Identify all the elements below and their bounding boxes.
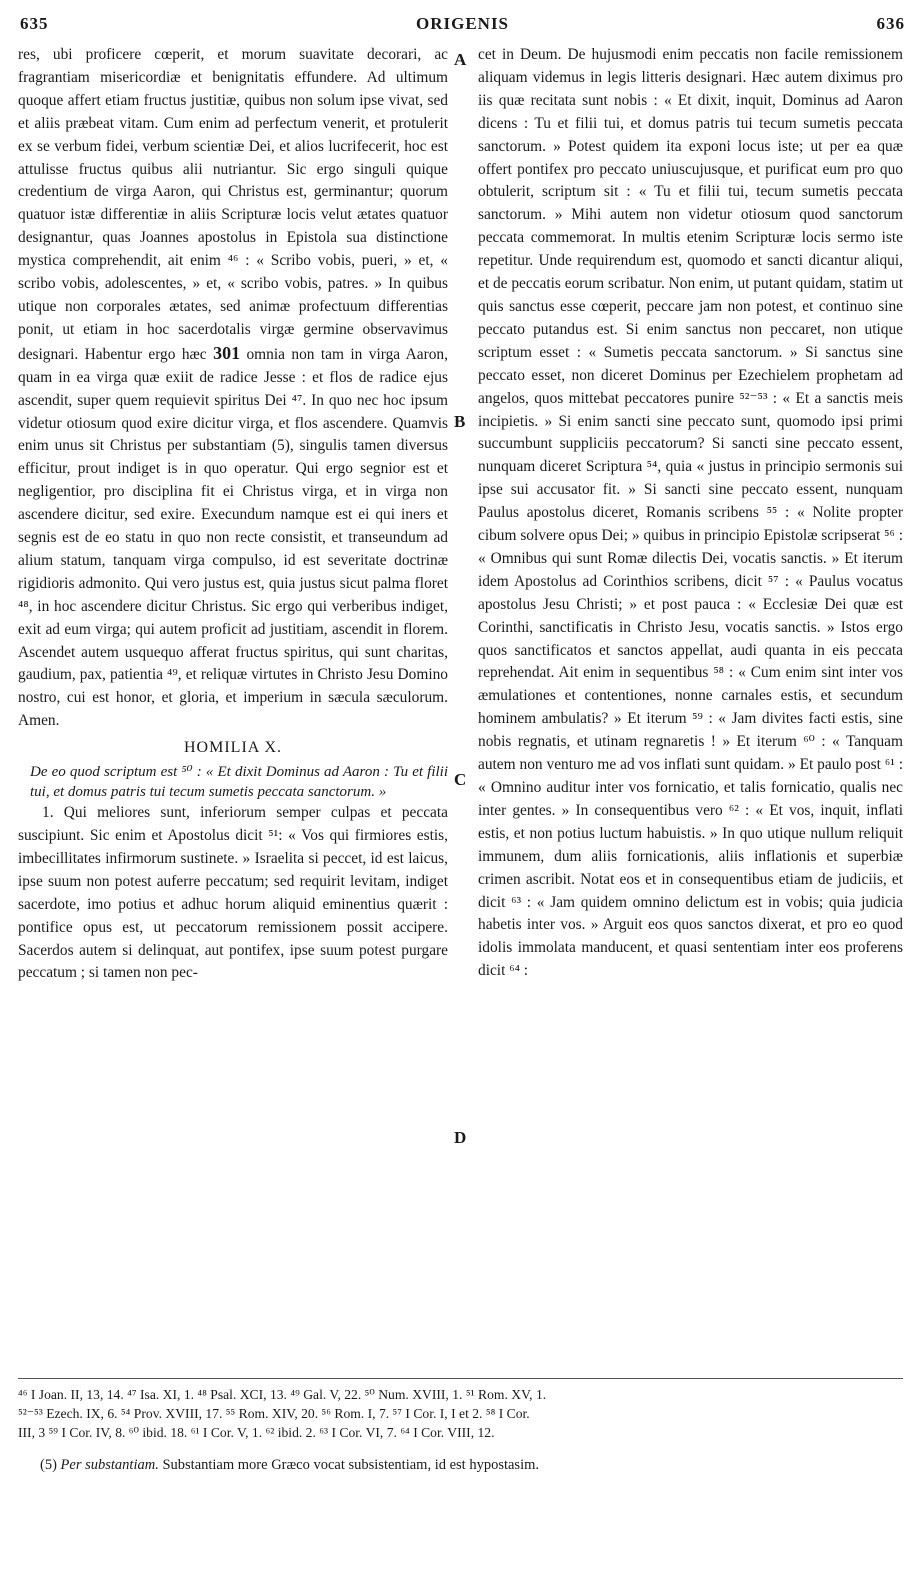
paragraph [18,44,448,733]
footnote-text: Substantiam more Græco vocat subsistentiam, id est hypostasim. [162,1457,540,1473]
footnote-label: (5) [40,1457,57,1473]
notes-divider [18,1378,903,1379]
paragraph-text: res, ubi proficere cœperit, et morum suavitate decorari, ac fragrantiam misericordiæ et benignitatis effundere. Ad ultimum quoque affert etiam fructus justitiæ, quibus non solum ipse vivat, sed et aliis præbeat vitam. Cum enim ad perfectum venerit, et protulerit ex se verbum fidei, verbum scientiæ Dei, et alios lucrifecerit, hoc est attulisse fructus quibus alii nutriantur. Sic ergo singuli quique credentium de virga Aaron, qui Christus est, germinantur; quorum quatuor istæ differentiæ in aliis Scripturæ locis velut ætates quatuor designantur, quas Joannes apostolus in Epistola sua distinctione mystica comprehendit, ait enim ⁴⁶ : « Scribo vobis, pueri, » et, « scribo vobis, adolescentes, » et, « scribo vobis, patres. » In quibus utique non corporales ætates, sed animæ profectuum differentias ponit, ut etiam in hoc sacerdotalis virgæ germine observavimus designari. Habentur ergo hæc [18,46,448,363]
margin-letter-a: A [454,50,467,69]
right-column [478,44,903,983]
running-title: ORIGENIS [415,14,510,33]
footnote [40,1455,900,1475]
reference-line: III, 3 ⁵⁹ I Cor. IV, 8. ⁶⁰ ibid. 18. ⁶¹ I Cor. V, 1. ⁶² ibid. 2. ⁶³ I Cor. VI, 7. ⁶⁴ I Cor. VIII, 12. [18,1425,495,1440]
scripture-references [18,1385,903,1442]
reference-line: ⁴⁶ I Joan. II, 13, 14. ⁴⁷ Isa. XI, 1. ⁴⁸ Psal. XCI, 13. ⁴⁹ Gal. V, 22. ⁵⁰ Num. XVIII, 1. ⁵¹ Rom. XV, 1. [18,1387,547,1402]
margin-letter-c: C [454,770,467,789]
margin-letter-b: B [454,412,466,431]
footnote-lemma: Per substantiam. [60,1457,159,1473]
left-column [18,44,448,985]
page-header [20,14,905,40]
column-number-marker: 301 [213,342,241,363]
paragraph-text: omnia non tam in virga Aaron, quam in ea virga quæ exiit de radice Jesse : et flos de radice ejus ascendit, super quem requievit spiritus Dei ⁴⁷. In quo nec hoc ipsum videtur otiosum quod exire dicitur virga, et flos ascendere. Quamvis enim unus sit Christus per substantiam (5), singulis tamen diversus efficitur, prout indiget is in quo operatur. Qui ergo segnior est et negligentior, pro disciplina fit ei Christus virga, et in virga non ascendere dicitur, sed exire. Execundum namque est ei qui iners et segnis est de eo statu in quo non recte consistit, et transeundum ad alium statum, tanquam virga compulso, id est severitate doctrinæ rigidioris admonito. Qui vero justus est, quia justus sicut palma floret ⁴⁸, in hoc ascendere dicitur Christus. Sic ergo qui verberibus indiget, exit ad eum virga; qui autem proficit ad justitiam, ascendit in florem. Ascendet autem usquequo afferat fructus spiritus, qui sunt charitas, gaudium, pax, patientia ⁴⁹, et reliquæ virtutes in Christo Jesu Domino nostro, cui est honor, et gloria, et imperium in sæcula sæculorum. Amen. [18,345,448,730]
margin-letter-d: D [454,1128,467,1147]
paragraph: cet in Deum. De hujusmodi enim peccatis non facile remissionem aliquam videmus in legis litteris designari. Hæc autem diximus pro iis quæ recitata sunt nobis : « Et dixit, inquit, Dominus ad Aaron dicens : Tu et filii tui, et domus patris tui tecum sumetis peccata sanctorum. » Potest quidem ita exponi locus iste; ut per ea quæ offert pontifex pro peccato uniuscujusque, et purificat eum pro quo obtulerit, scriptum sit : « Tu et filii tui, tecum sumetis peccata sanctorum. » Mihi autem non videtur otiosum quod sanctorum peccata commemorat. In multis etenim Scripturæ locis sermo iste repetitur. Unde requirendum est, quomodo et sancti dicantur aliqui, et de peccatis eorum scribatur. Non enim, ut putant quidam, statim ut quis sanctus esse cœperit, peccare jam non potest, et continuo sine peccato putandus est. Si enim sanctus non peccaret, non utique scriptum esset : « Sumetis peccata sanctorum. » Si sanctus sine peccato esset, non diceret Dominus per Ezechielem prophetam ad angelos, quos mittebat peccatores punire ⁵²⁻⁵³ : « Et a sanctis meis incipietis. » Si enim sancti sine peccato sunt, quomodo ipsi primi succumbunt suppliciis peccatorum? Si sancti sine peccato essent, nunquam diceret Scriptura ⁵⁴, quia « justus in principio sermonis sui ipse sui accusator fit. » Si sancti sine peccato essent, nunquam Paulus apostolus diceret, Romanis scribens ⁵⁵ : « Nolite propter cibum solvere opus Dei; » quibus in principio Epistolæ scripserat ⁵⁶ : « Omnibus qui sunt Romæ dilectis Dei, vocatis sanctis. » Et iterum idem Apostolus ad Corinthios scribens, dicit ⁵⁷ : « Paulus vocatus apostolus Jesu Christi; » et post pauca : « Ecclesiæ Dei quæ est Corinthi, sanctificatis in Christo Jesu, vocatis sanctis. » Istos ergo quos sanctificatos et sanctos appellat, audi quanta in eis peccata reprehendat. Ait enim in sequentibus ⁵⁸ : « Cum enim sint inter vos æmulationes et contentiones, nonne carnales estis, et secundum hominem ambulatis? » Et iterum ⁵⁹ : « Jam divites facti estis, sine nobis regnatis, et utinam regnaretis ! » Et iterum ⁶⁰ : « Tanquam autem non venturo me ad vos inflati sunt quidam. » Et paulo post ⁶¹ : « Omnino auditur inter vos fornicatio, et talis fornicatio, qualis nec inter gentes. » In consequentibus vero ⁶² : « Et vos, inquit, inflati estis, et non potius luctum habuistis. » In quo utique nullum reliquit immunem, dum aliis fornicationis, aliis inflationis et superbiæ crimen ascribit. Notat eos et in consequentibus etiam de judiciis, et dicit ⁶³ : « Jam quidem omnino delictum est in vobis; quia judicia habetis inter vos. » Arguit eos quos sanctos dixerat, et pro eo quod idolis immolata manducent, et quasi sententiam inter eos proferens dicit ⁶⁴ : [478,46,903,980]
page-number-right: 636 [876,14,905,33]
homily-title: HOMILIA X. [184,739,282,757]
paragraph: 1. Qui meliores sunt, inferiorum semper culpas et peccata suscipiunt. Sic enim et Apostolus dicit ⁵¹: « Vos qui firmiores estis, imbecillitates infirmorum sustinete. » Israelita si peccet, id est laicus, ipse suum non potest auferre peccatum; sed requirit levitam, indiget sacerdote, imo potius et adhuc horum aliquid eminentius quærit : pontifice opus est, ut peccatorum remissionem possit accipere. Sacerdos autem si delinquat, aut pontifex, ipse suum potest purgare peccatum ; si tamen non pec- [18,804,448,982]
homily-subtitle: De eo quod scriptum est ⁵⁰ : « Et dixit Dominus ad Aaron : Tu et filii tui, et domus patris tui tecum sumetis peccata sanctorum. » [30,764,448,801]
reference-line: ⁵²⁻⁵³ Ezech. IX, 6. ⁵⁴ Prov. XVIII, 17. ⁵⁵ Rom. XIV, 20. ⁵⁶ Rom. I, 7. ⁵⁷ I Cor. I, I et 2. ⁵⁸ I Cor. [18,1406,530,1421]
page-number-left: 635 [20,14,49,33]
